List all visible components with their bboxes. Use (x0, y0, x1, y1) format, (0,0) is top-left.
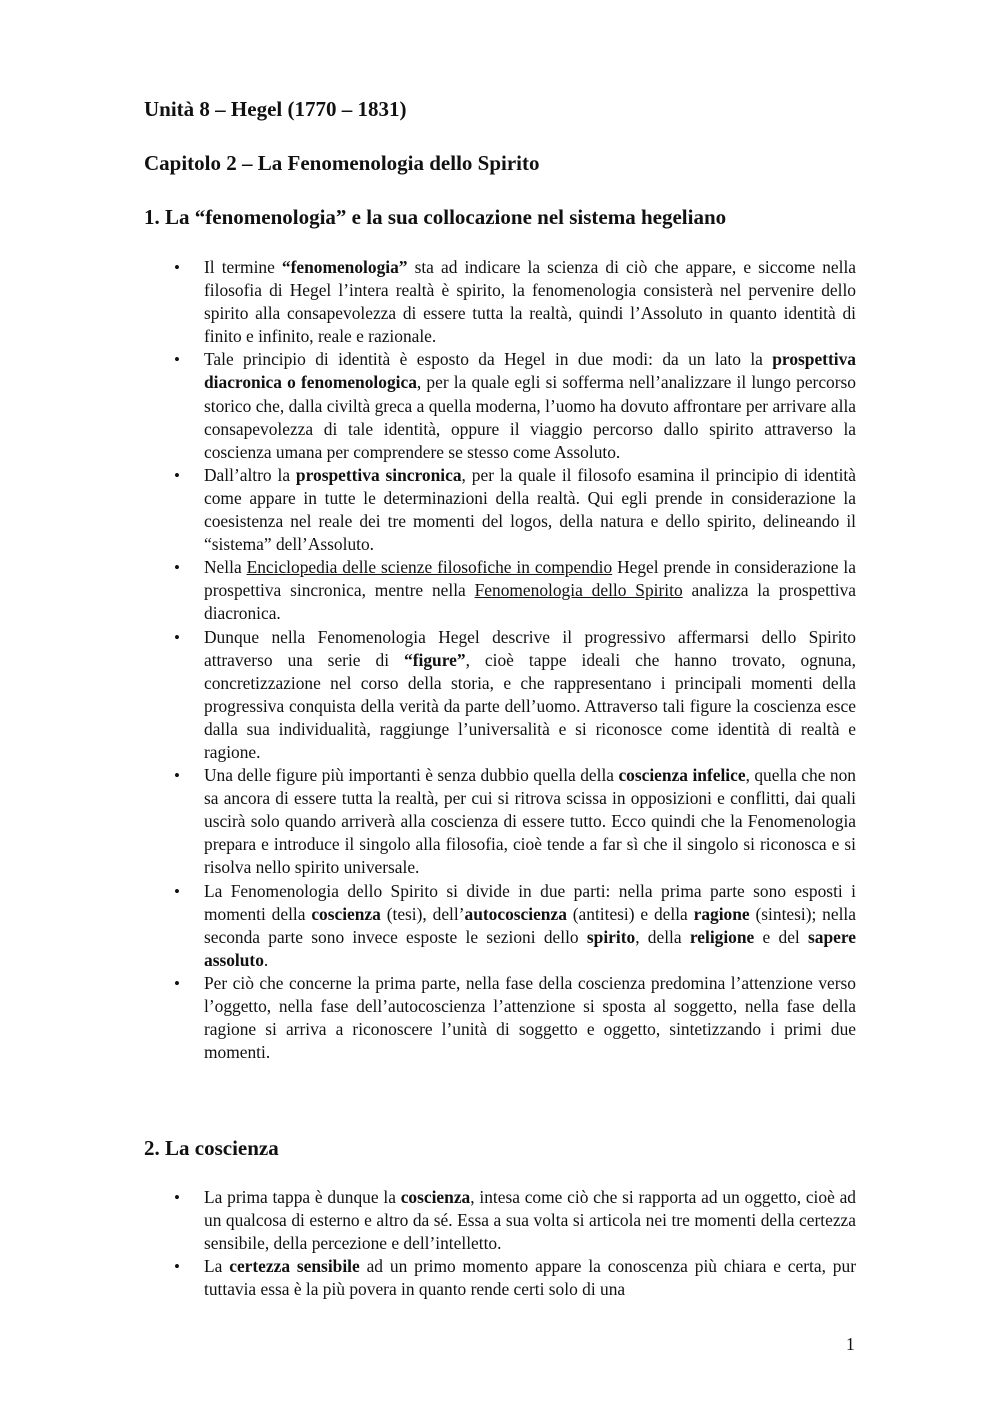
bold-term: “figure” (404, 649, 466, 670)
text: , intesa come ciò che si rapporta ad un oggetto, cioè ad un qualcosa di esterno e altro da sé. Essa a sua volta si articola nei tre momenti della certezza sensibile, della percezione e dell’intelletto. (204, 1187, 856, 1254)
text: (antitesi) e della (566, 903, 694, 924)
text: Nella (204, 557, 247, 578)
text: . (263, 949, 269, 970)
unit-title: Unità 8 – Hegel (1770 – 1831) (144, 97, 407, 121)
chapter-title: Capitolo 2 – La Fenomenologia dello Spirito (144, 151, 540, 175)
bold-term: sapere assoluto (204, 926, 856, 970)
text: Hegel prende in considerazione la prospettiva sincronica, mentre nella (204, 557, 856, 601)
list-item (204, 348, 856, 463)
text: Dall’altro la (204, 464, 296, 485)
text: analizza la prospettiva diacronica. (204, 580, 856, 624)
text: Dunque nella Fenomenologia Hegel descrive il progressivo affermarsi dello Spirito attraverso una serie di (204, 626, 856, 670)
list-item (204, 256, 856, 348)
text: La (204, 1256, 230, 1277)
bold-term: ragione (693, 903, 750, 924)
list-item (204, 464, 856, 556)
bold-term: coscienza (311, 903, 381, 924)
underlined-title: Fenomenologia dello Spirito (474, 580, 683, 601)
section-heading-fenomenologia: 1. La “fenomenologia” e la sua collocazione nel sistema hegeliano (144, 205, 727, 229)
bold-term: coscienza (400, 1187, 471, 1207)
bold-term: prospettiva sincronica (295, 464, 462, 485)
text: e del (754, 926, 809, 947)
list-item (204, 764, 856, 879)
bold-term: “fenomenologia” (281, 257, 408, 277)
text: sta ad indicare la scienza di ciò che appare, e siccome nella filosofia di Hegel l’intera realtà è spirito, la fenomenologia consisterà nel pervenire dello spirito alla consapevolezza di essere tutta la realtà, quindi l’Assoluto in quanto identità di finito e infinito, reale e razionale. (204, 257, 856, 347)
text: Per ciò che concerne la prima parte, nella fase della coscienza predomina l’attenzione verso l’oggetto, nella fase dell’autocoscienza l’attenzione si sposta al soggetto, nella fase della ragione si arriva a riconoscere l’unità di soggetto e oggetto, sintetizzando i primi due momenti. (204, 972, 856, 1063)
text: , per la quale egli si sofferma nell’analizzare il lungo percorso storico che, dalla civiltà greca a quella moderna, l’uomo ha dovuto affrontare per arrivare alla consapevolezza di tale identità, oppure il viaggio percorso dallo spirito attraverso la coscienza umana per comprendere se stesso come Assoluto. (204, 372, 856, 462)
bold-term: prospettiva diacronica o fenomenologica (204, 349, 856, 393)
text: (sintesi); nella seconda parte sono invece esposte le sezioni dello (204, 903, 856, 947)
text: , per la quale il filosofo esamina il principio di identità come appare in tutte le determinazioni della realtà. Qui egli prende in considerazione la coesistenza nel reale dei tre momenti del logos, della natura e dello spirito, delineando il “sistema” dell’Assoluto. (204, 464, 856, 555)
list-item (204, 972, 856, 1064)
list-item (204, 880, 856, 972)
text: La Fenomenologia dello Spirito si divide in due parti: nella prima parte sono esposti i momenti della (204, 880, 856, 924)
text: , quella che non sa ancora di essere tutta la realtà, per cui si ritrova scissa in opposizioni e conflitti, dai quali uscirà solo quando arriverà alla coscienza di essere tutto. Ecco quindi che la Fenomenologia prepara e introduce il singolo alla filosofia, cioè tende a far sì che il singolo si riconosca e si risolva nello spirito universale. (204, 765, 856, 878)
list-item (204, 556, 856, 625)
page-number: 1 (846, 1334, 855, 1354)
bold-term: certezza sensibile (229, 1256, 360, 1277)
text: La prima tappa è dunque la (204, 1187, 401, 1207)
text: (tesi), dell’ (380, 903, 465, 924)
list-item (204, 1255, 856, 1301)
text: Il termine (204, 257, 282, 277)
list-item (204, 626, 856, 765)
bold-term: coscienza infelice (618, 765, 746, 786)
section-heading-coscienza: 2. La coscienza (144, 1136, 279, 1160)
bold-term: spirito (586, 926, 636, 947)
bold-term: religione (689, 926, 755, 947)
text: , della (635, 926, 690, 947)
text: Una delle figure più importanti è senza dubbio quella della (204, 765, 619, 786)
text: , cioè tappe ideali che hanno trovato, ognuna, concretizzazione nel corso della storia, e che rappresentano i principali momenti della progressiva conquista della verità da parte dell’uomo. Attraverso tali figure la coscienza esce dalla sua individualità, raggiunge l’universalità e si riconosce come identità di realtà e ragione. (204, 649, 856, 762)
text: Tale principio di identità è esposto da Hegel in due modi: da un lato la (204, 349, 773, 370)
text: ad un primo momento appare la conoscenza più chiara e certa, pur tuttavia essa è la più povera in quanto rende certi solo di una (204, 1256, 856, 1300)
list-item (204, 1186, 856, 1255)
section1-bullet-list (204, 256, 856, 1064)
section2-bullet-list (204, 1186, 856, 1301)
bold-term: autocoscienza (464, 903, 567, 924)
underlined-title: Enciclopedia delle scienze filosofiche in compendio (246, 557, 613, 578)
